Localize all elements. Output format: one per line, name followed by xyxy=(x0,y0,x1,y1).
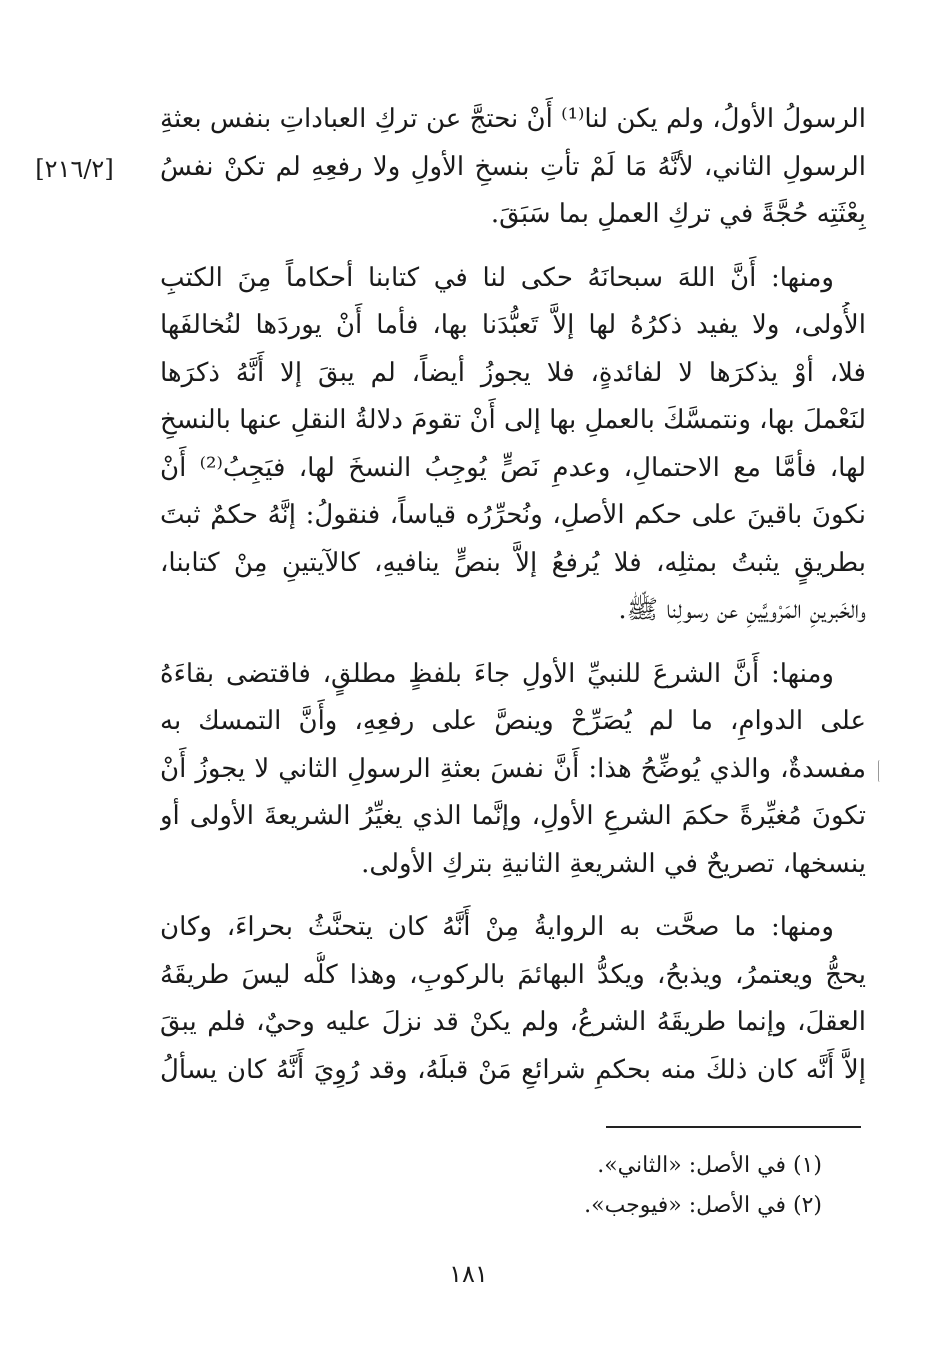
text-line: تكونَ مُغيِّرةً حكمَ الشرعِ الأولِ، وإنَّما الذي يغيِّرُ الشريعةَ الأولى أو xyxy=(160,801,866,831)
text-line: لها، فأمَّا مع الاحتمالِ، وعدمِ نَصٍّ يُوجِبُ النسخَ لها، فيَجِبُ⁽²⁾ أَنْ xyxy=(160,452,866,483)
text-line: فلا، أوْ يذكرَها لا لفائدةٍ، فلا يجوزُ أيضاً، لم يبقَ إلا أَنَّهُ ذكرَها xyxy=(160,357,866,388)
text-line: لنَعْملَ بها، ونتمسَّكَ بالعملِ بها إلى أَنْ تقومَ دلالةُ النقلِ عنها بالنسخِ xyxy=(160,405,866,435)
paragraph xyxy=(160,904,866,1094)
text-line: الرسولِ الثاني، لأنَّهُ مَا لَمْ تأتِ بنسخِ الأولِ ولا رفعِهِ لم تكنْ نفسُ xyxy=(160,151,866,182)
paragraph xyxy=(160,255,866,635)
text-line: ومنها: أَنَّ الشرعَ للنبيِّ الأولِ جاءَ بلفظٍ مطلقٍ، فاقتضى بقاءَهُ xyxy=(160,658,834,689)
text-line: والخَبرينِ المَرْويَّينِ عن رسولِنا ﷺ. xyxy=(618,595,866,625)
footnote: (٢) في الأصل: «فيوجب». xyxy=(584,1193,822,1218)
page-number: ١٨١ xyxy=(449,1260,488,1288)
text-line: على الدوامِ، ما لم يُصَرِّحْ وينصَّ على رفعِهِ، وأَنَّ التمسك به xyxy=(160,706,866,736)
text-line: نكونَ باقينَ على حكم الأصلِ، ونُحرِّرُه قياساً، فنقولُ: إنَّهُ حكمٌ ثبتَ xyxy=(160,500,866,530)
text-line: يحجُّ ويعتمرُ، ويذبحُ، ويكدُّ البهائمَ بالركوبِ، وهذا كلُّه ليسَ طريقَهُ xyxy=(160,959,866,990)
footnote-separator xyxy=(606,1126,861,1128)
paragraph xyxy=(160,96,866,239)
text-line: ومنها: أَنَّ اللهَ سبحانَهُ حكى لنا في كتابنا أحكاماً مِنَ الكتبِ xyxy=(160,262,834,293)
text-line: العقلَ، وإنما طريقَهُ الشرعُ، ولم يكنْ قد نزلَ عليه وحيٌ، فلم يبقَ xyxy=(160,1007,866,1037)
text-line: ومنها: ما صحَّت به الروايةُ مِنْ أَنَّهُ كان يتحنَّثُ بحراءَ، وكان xyxy=(160,912,834,942)
main-text xyxy=(160,96,866,1094)
footnote: (١) في الأصل: «الثاني». xyxy=(597,1153,822,1178)
text-line: ينسخها، تصريحٌ في الشريعةِ الثانيةِ بتركِ الأولى. xyxy=(361,848,866,879)
text-line: بطريقٍ يثبتُ بمثلِه، فلا يُرفعُ إلاَّ بنصٍّ ينافيهِ، كالآيتينِ مِنْ كتابنا، xyxy=(160,547,866,578)
text-line: الأُولى، ولا يفيد ذكرُهُ لها إلاَّ تَعبُّدَنا بها، فأما أَنْ يوردَها لنُخالفَها xyxy=(160,310,866,340)
paragraph xyxy=(160,651,866,889)
text-line: الرسولُ الأولُ، ولم يكن لنا⁽¹⁾ أَنْ نحتجَّ عن تركِ العباداتِ بنفس بعثةِ xyxy=(160,104,866,134)
scan-mark xyxy=(878,760,883,782)
margin-reference: [٢١٦/٢] xyxy=(35,155,114,183)
text-line: بِعْثَتِه حُجَّةً في تركِ العملِ بما سَبَقَ. xyxy=(490,199,866,229)
footnotes xyxy=(500,1146,822,1226)
text-line: مفسدةٌ، والذي يُوضِّحُ هذا: أَنَّ نفسَ بعثةِ الرسولِ الثاني لا يجوزُ أَنْ xyxy=(160,753,866,784)
text-line: إلاَّ أَنَّه كان ذلكَ منه بحكمِ شرائعِ مَنْ قبلَهُ، وقد رُوِيَ أَنَّهُ كان يسألُ xyxy=(160,1054,866,1085)
